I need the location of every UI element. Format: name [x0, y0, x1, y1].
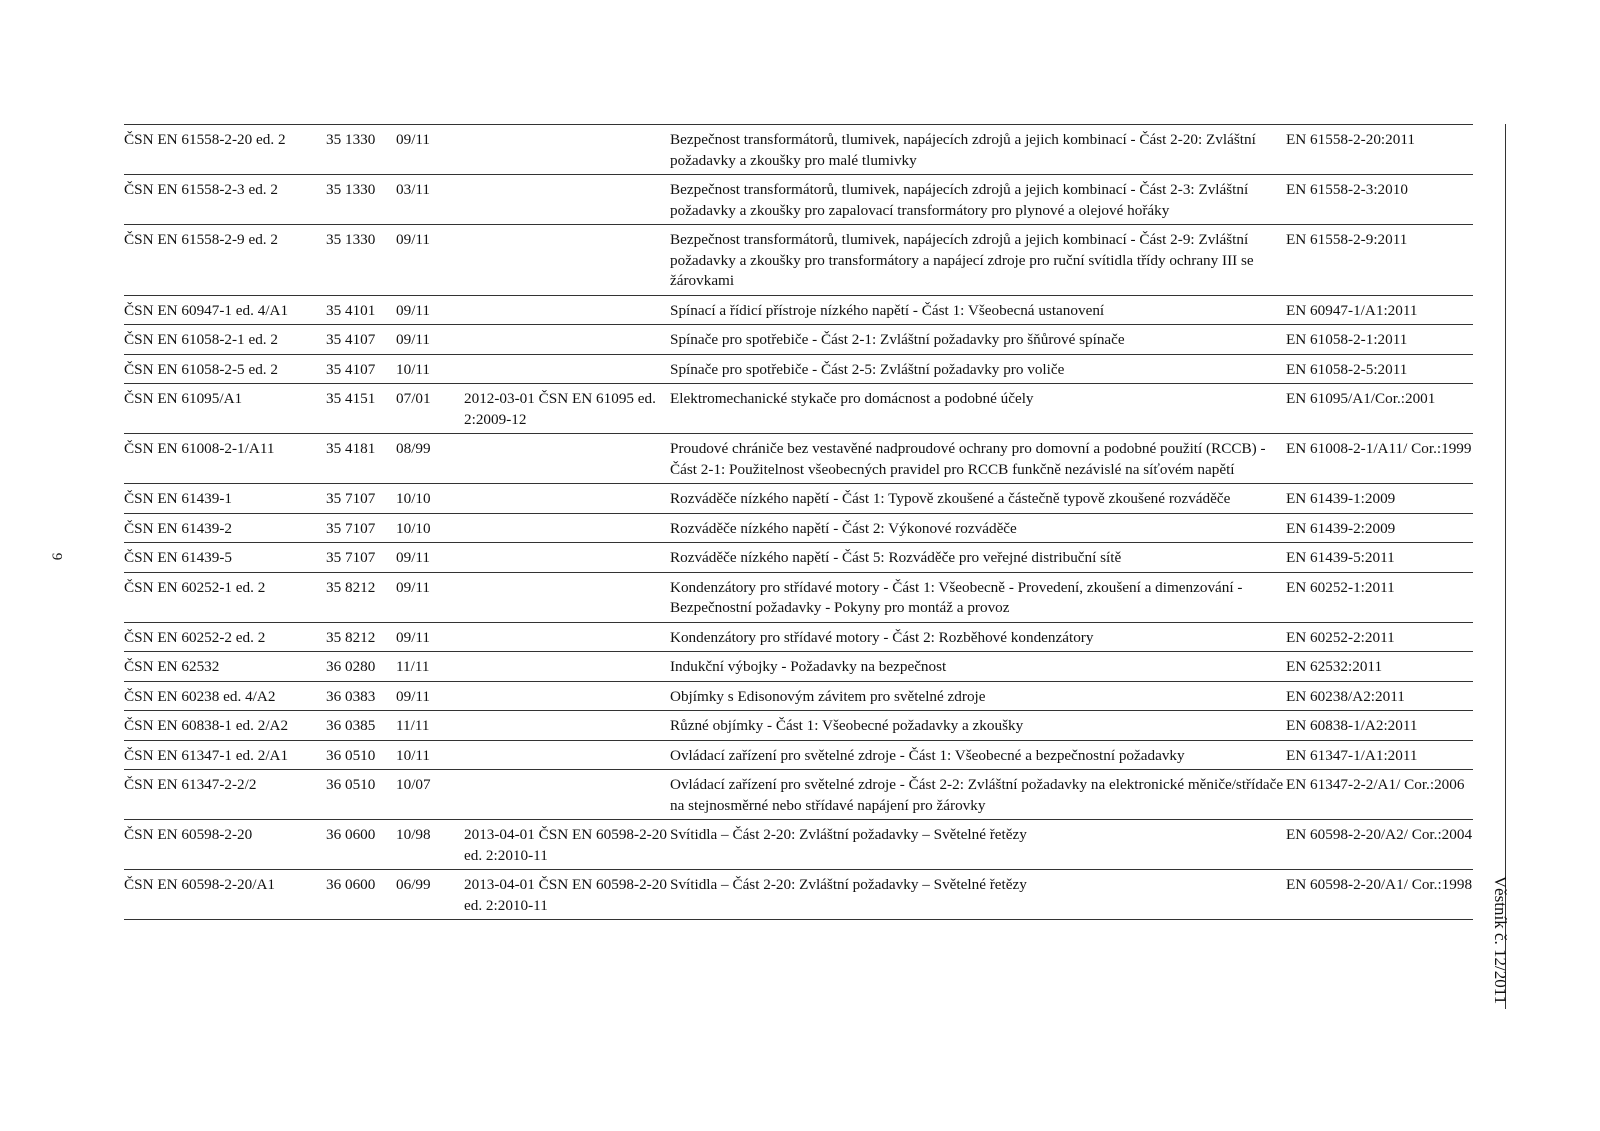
- standard-title: Svítidla – Část 2-20: Zvláštní požadavky – Světelné řetězy: [670, 876, 1027, 893]
- en-reference: EN 61558-2-20:2011: [1286, 131, 1415, 148]
- table-row: [124, 622, 1473, 652]
- issue-date: 10/10: [396, 490, 431, 507]
- en-reference: EN 61095/A1/Cor.:2001: [1286, 390, 1436, 407]
- en-reference: EN 62532:2011: [1286, 658, 1383, 675]
- standard-code: ČSN EN 60238 ed. 4/A2: [124, 687, 276, 705]
- en-reference: EN 60252-2:2011: [1286, 628, 1395, 646]
- standard-code: ČSN EN 62532: [124, 658, 220, 675]
- standard-code: ČSN EN 61058-2-5 ed. 2: [124, 360, 278, 378]
- standard-title: Rozváděče nízkého napětí - Část 5: Rozváděče pro veřejné distribuční sítě: [670, 549, 1122, 566]
- issue-date: 09/11: [396, 231, 431, 248]
- replacement-info: [464, 295, 670, 325]
- standard-title: Bezpečnost transformátorů, tlumivek, napájecích zdrojů a jejich kombinací - Část 2-20: Zvláštní požadavky a zkoušky pro malé tlumivky: [670, 131, 1256, 169]
- issue-date: 11/11: [396, 717, 430, 734]
- replacement-info: [464, 572, 670, 622]
- issue-date: 10/11: [396, 746, 431, 764]
- en-reference: EN 60838-1/A2:2011: [1286, 717, 1418, 734]
- standard-title: Spínací a řídicí přístroje nízkého napětí - Část 1: Všeobecná ustanovení: [670, 301, 1105, 319]
- class-number: 35 7107: [326, 519, 376, 537]
- issue-date: 10/10: [396, 519, 431, 537]
- standard-code: ČSN EN 60252-2 ed. 2: [124, 628, 266, 646]
- class-number: 35 4107: [326, 331, 376, 348]
- issue-date: 11/11: [396, 658, 430, 675]
- replacement-info: [464, 622, 670, 652]
- issue-date: 09/11: [396, 301, 431, 319]
- replacement-info: [464, 125, 670, 175]
- replacement-info: [464, 434, 670, 484]
- table-row: [124, 652, 1473, 682]
- issue-date: 09/11: [396, 131, 431, 148]
- en-reference: EN 60947-1/A1:2011: [1286, 301, 1418, 319]
- en-reference: EN 61439-1:2009: [1286, 490, 1396, 507]
- standard-title: Bezpečnost transformátorů, tlumivek, napájecích zdrojů a jejich kombinací - Část 2-3: Zvláštní požadavky a zkoušky pro zapalovací transformátory pro plynové a olejové hořáky: [670, 181, 1249, 219]
- replacement-info: [464, 354, 670, 384]
- standard-title: Bezpečnost transformátorů, tlumivek, napájecích zdrojů a jejich kombinací - Část 2-9: Zvláštní požadavky a zkoušky pro transformátory a napájecí zdroje pro ruční svítidla třídy ochrany III se žárovkami: [670, 231, 1254, 289]
- replacement-info: [464, 543, 670, 573]
- class-number: 36 0600: [326, 826, 376, 843]
- standard-title: Svítidla – Část 2-20: Zvláštní požadavky – Světelné řetězy: [670, 826, 1027, 843]
- table-row: [124, 740, 1473, 770]
- page-number: 9: [48, 552, 65, 561]
- standard-title: Ovládací zařízení pro světelné zdroje - Část 2-2: Zvláštní požadavky na elektronické měniče/střídače na stejnosměrné nebo střídavé napájení pro žárovky: [670, 776, 1284, 814]
- standard-title: Spínače pro spotřebiče - Část 2-1: Zvláštní požadavky pro šňůrové spínače: [670, 331, 1125, 348]
- en-reference: EN 60252-1:2011: [1286, 578, 1395, 596]
- standard-code: ČSN EN 60598-2-20/A1: [124, 876, 276, 893]
- en-reference: EN 61058-2-1:2011: [1286, 331, 1408, 348]
- replacement-info: 2013-04-01 ČSN EN 60598-2-20 ed. 2:2010-11: [464, 876, 667, 914]
- table-row: [124, 870, 1473, 920]
- issue-date: 10/98: [396, 826, 431, 843]
- class-number: 36 0600: [326, 876, 376, 893]
- en-reference: EN 61439-5:2011: [1286, 549, 1395, 566]
- table-row: [124, 295, 1473, 325]
- class-number: 36 0510: [326, 776, 376, 793]
- replacement-info: [464, 770, 670, 820]
- class-number: 35 4181: [326, 440, 376, 457]
- class-number: 35 1330: [326, 231, 376, 248]
- table-row: [124, 354, 1473, 384]
- standard-code: ČSN EN 60947-1 ed. 4/A1: [124, 301, 289, 319]
- issue-date: 03/11: [396, 181, 431, 198]
- replacement-info: [464, 740, 670, 770]
- replacement-info: [464, 652, 670, 682]
- en-reference: EN 61347-1/A1:2011: [1286, 746, 1418, 764]
- class-number: 35 4107: [326, 360, 376, 378]
- issue-date: 09/11: [396, 687, 431, 705]
- replacement-info: [464, 513, 670, 543]
- issue-date: 06/99: [396, 876, 431, 893]
- en-reference: EN 61439-2:2009: [1286, 519, 1396, 537]
- en-reference: EN 61558-2-9:2011: [1286, 231, 1408, 248]
- class-number: 35 4101: [326, 301, 376, 319]
- en-reference: EN 61058-2-5:2011: [1286, 360, 1408, 378]
- standard-code: ČSN EN 61058-2-1 ed. 2: [124, 331, 278, 348]
- class-number: 35 1330: [326, 181, 376, 198]
- standard-title: Rozváděče nízkého napětí - Část 1: Typově zkoušené a částečně typově zkoušené rozváděče: [670, 490, 1231, 507]
- standard-code: ČSN EN 61558-2-20 ed. 2: [124, 131, 286, 148]
- class-number: 35 8212: [326, 628, 376, 646]
- table-row: [124, 513, 1473, 543]
- standard-code: ČSN EN 60598-2-20: [124, 826, 253, 843]
- en-reference: EN 61008-2-1/A11/ Cor.:1999: [1286, 440, 1472, 457]
- table-row: [124, 711, 1473, 741]
- class-number: 35 7107: [326, 549, 376, 566]
- replacement-info: [464, 711, 670, 741]
- class-number: 36 0385: [326, 717, 376, 734]
- en-reference: EN 60598-2-20/A2/ Cor.:2004: [1286, 826, 1473, 843]
- standard-code: ČSN EN 61558-2-3 ed. 2: [124, 181, 278, 198]
- table-row: [124, 434, 1473, 484]
- issue-date: 09/11: [396, 628, 431, 646]
- replacement-info: 2013-04-01 ČSN EN 60598-2-20 ed. 2:2010-11: [464, 826, 667, 864]
- class-number: 35 4151: [326, 390, 376, 407]
- table-row: [124, 820, 1473, 870]
- class-number: 35 8212: [326, 578, 376, 596]
- standard-code: ČSN EN 61347-2-2/2: [124, 776, 257, 793]
- en-reference: EN 61347-2-2/A1/ Cor.:2006: [1286, 776, 1465, 793]
- en-reference: EN 60238/A2:2011: [1286, 687, 1405, 705]
- replacement-info: [464, 484, 670, 514]
- table-row: [124, 325, 1473, 355]
- standard-title: Ovládací zařízení pro světelné zdroje - Část 1: Všeobecné a bezpečnostní požadavky: [670, 746, 1185, 764]
- standard-code: ČSN EN 61439-2: [124, 519, 233, 537]
- standard-code: ČSN EN 61347-1 ed. 2/A1: [124, 746, 289, 764]
- replacement-info: [464, 325, 670, 355]
- class-number: 36 0510: [326, 746, 376, 764]
- table-row: [124, 225, 1473, 296]
- table-row: [124, 543, 1473, 573]
- standard-code: ČSN EN 61558-2-9 ed. 2: [124, 231, 278, 248]
- issue-date: 07/01: [396, 390, 431, 407]
- issue-date: 10/11: [396, 360, 431, 378]
- standard-title: Kondenzátory pro střídavé motory - Část 1: Všeobecně - Provedení, zkoušení a dimenzování - Bezpečnostní požadavky - Pokyny pro montáž a provoz: [670, 578, 1243, 616]
- journal-label: Věstník č. 12/2011: [1491, 875, 1510, 1005]
- replacement-info: [464, 681, 670, 711]
- standard-code: ČSN EN 61008-2-1/A11: [124, 440, 275, 457]
- replacement-info: 2012-03-01 ČSN EN 61095 ed. 2:2009-12: [464, 390, 656, 428]
- standard-title: Indukční výbojky - Požadavky na bezpečnost: [670, 658, 947, 675]
- table-row: [124, 770, 1473, 820]
- issue-date: 09/11: [396, 578, 431, 596]
- standard-title: Rozváděče nízkého napětí - Část 2: Výkonové rozváděče: [670, 519, 1017, 537]
- standard-title: Proudové chrániče bez vestavěné nadproudové ochrany pro domovní a podobné použití (RCCB) - Část 2-1: Použitelnost všeobecných pravidel pro RCCB funkčně nezávislé na síťovém napětí: [670, 440, 1266, 478]
- table-row: [124, 681, 1473, 711]
- replacement-info: [464, 175, 670, 225]
- issue-date: 09/11: [396, 549, 431, 566]
- standard-title: Kondenzátory pro střídavé motory - Část 2: Rozběhové kondenzátory: [670, 628, 1094, 646]
- issue-date: 09/11: [396, 331, 431, 348]
- table-row: [124, 384, 1473, 434]
- standard-title: Různé objímky - Část 1: Všeobecné požadavky a zkoušky: [670, 717, 1024, 734]
- standard-code: ČSN EN 61439-1: [124, 490, 233, 507]
- standard-title: Spínače pro spotřebiče - Část 2-5: Zvláštní požadavky pro voliče: [670, 360, 1065, 378]
- issue-date: 10/07: [396, 776, 431, 793]
- standard-code: ČSN EN 60838-1 ed. 2/A2: [124, 717, 289, 734]
- table-row: [124, 125, 1473, 175]
- standard-code: ČSN EN 60252-1 ed. 2: [124, 578, 266, 596]
- class-number: 36 0280: [326, 658, 376, 675]
- table-row: [124, 572, 1473, 622]
- issue-date: 08/99: [396, 440, 431, 457]
- standard-code: ČSN EN 61095/A1: [124, 390, 243, 407]
- table-row: [124, 175, 1473, 225]
- class-number: 36 0383: [326, 687, 376, 705]
- class-number: 35 7107: [326, 490, 376, 507]
- standard-title: Objímky s Edisonovým závitem pro světelné zdroje: [670, 687, 986, 705]
- en-reference: EN 60598-2-20/A1/ Cor.:1998: [1286, 876, 1473, 893]
- replacement-info: [464, 225, 670, 296]
- standard-title: Elektromechanické stykače pro domácnost a podobné účely: [670, 390, 1034, 407]
- class-number: 35 1330: [326, 131, 376, 148]
- standard-code: ČSN EN 61439-5: [124, 549, 233, 566]
- en-reference: EN 61558-2-3:2010: [1286, 181, 1408, 198]
- standards-table: [124, 124, 1473, 920]
- table-row: [124, 484, 1473, 514]
